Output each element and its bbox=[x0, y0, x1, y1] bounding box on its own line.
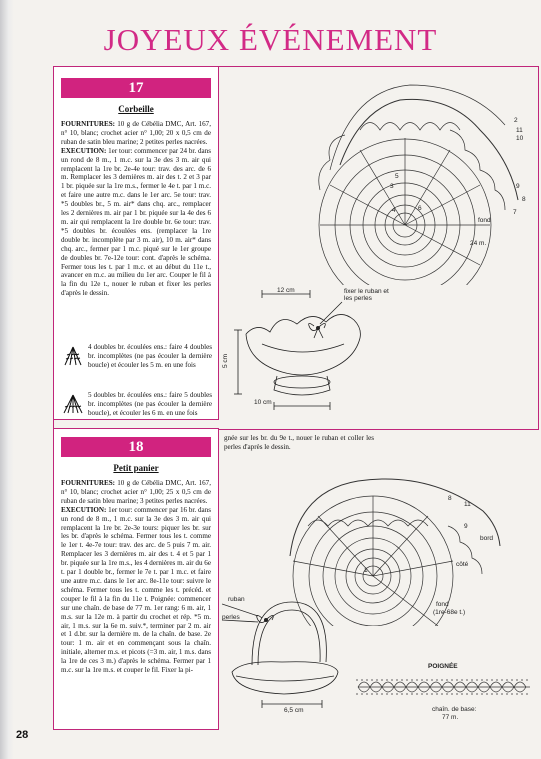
diag17-label-11: 11 bbox=[516, 127, 523, 134]
handle-chain-count: 77 m. bbox=[442, 714, 459, 721]
model-18-handle-diagram bbox=[354, 672, 534, 702]
diag18-label-9: 9 bbox=[464, 523, 468, 530]
drawing17-note: fixer le ruban et les perles bbox=[344, 288, 389, 302]
model-18-basket-drawing bbox=[222, 590, 342, 715]
handle-chain-base: chaîn. de base: bbox=[432, 706, 477, 713]
model-18-fournitures-label: FOURNITURES: bbox=[61, 479, 115, 487]
model-17-fournitures-label: FOURNITURES: bbox=[61, 120, 115, 128]
diag18-label-11: 11 bbox=[464, 501, 471, 508]
diag18-label-fond-sub: (1re-68e t.) bbox=[433, 609, 466, 616]
diag17-label-24m: 24 m. bbox=[470, 240, 487, 247]
diag17-label-2: 2 bbox=[514, 117, 518, 124]
model-17-panel bbox=[61, 78, 211, 298]
model-17-name: Corbeille bbox=[118, 104, 154, 114]
model-18-panel bbox=[61, 437, 211, 675]
model-18-name: Petit panier bbox=[113, 463, 159, 473]
symbol-5-doubles-icon bbox=[62, 393, 84, 415]
handle-title: POIGNÉE bbox=[428, 663, 458, 670]
model-17-execution: 1er tour: commencer par 24 br. dans un rond de 8 m., 1 m.c. sur la 3e des 3 m. air qui remplacent la 1re br. 2e-4e tour: trav. des arc. de 6 m. Remplacer les 3 dernières m. air des t. 2 et 3 par 1 br. piquée sur la 1re m.s., fermer le 4e t. par 1 m.c. et faire une autre m.c. dans le 1er arc. 5e tour: trav. *5 doubles br., 5 m. air* dans chq. arc., remplacer les 2 dernières m. air par 1 br. piquée sur la 4e des 6 m. air qui remplacent la 1re double br. 6e tour: trav. *5 doubles br. écoulées ens. (remplacer la 1re double br. incomplète par 3 m. air), 10 m. air* dans chq. arc., fermer par 1 m.c. piqué sur le 1er groupe de doubles br. 7e-12e tour: cont. d'après le schéma. Fermer tous les t. par 1 m.c. et au début du 11e t., avancer en m.c. au milieu du 1er arc. Couper le fil à la fin du 12e t., nouer le ruban et fixer les perles d'après le dessin. bbox=[61, 146, 211, 298]
drawing18-width: 6,5 cm bbox=[284, 707, 304, 714]
drawing18-ruban: ruban bbox=[228, 596, 245, 603]
diag17-label-10: 10 bbox=[516, 135, 524, 142]
model-18-number: 18 bbox=[61, 437, 211, 457]
model-17-instructions bbox=[61, 120, 211, 298]
drawing18-perles: perles bbox=[222, 614, 240, 621]
drawing17-width: 12 cm bbox=[277, 287, 295, 294]
diag17-label-5: 5 bbox=[395, 173, 399, 180]
model-18-execution: 1er tour: commencer par 16 br. dans un rond de 8 m., 1 m.c. sur la 3e des 3 m. air qui remplacent la 1re br. 2e-3e tours: piquer les br. sur les br. d'après le schéma. Fermer tous les t. comme le 1er t. 4e-7e tour: trav. des arc. de 5 puis 7 m. air. Remplacer les 3 dernières m. air des t. 4 et 5 par 1 br. piquée sur la 1re m.s., les 4 dernières m. air du 6e t. par 1 double br., fermer le 7e t. par 1 m.c. et faire une autre m.c. dans le 1er arc. 8e-11e tour: suivre le schéma. Fermer tous les t. comme les t. précéd. et couper le fil à la fin du 11e t. Poignée: commencer sur une chaîn. de base de 77 m. 1er rang: 6 m. air, 1 m.s. sur la 12e m. à partir du crochet et rép. *5 m. air, 1 m.s. sur la 6e m. suiv.*, terminer par 2 m. air et 1 d.br. sur la dernière m. de la chaîn. de base. 2e tour: 1 m. air et en commençant sous la chaîn. initiale, alterner m.s. et picots (=3 m. air, 1 m.s. dans la 1re de ces 3 m.) d'après le schéma. Fermer par 1 m.c. sur la 1re m.s. et couper le fil. Fixer la pi- bbox=[61, 505, 211, 675]
model-18-continuation: gnée sur les br. du 9e t., nouer le ruban et coller les perles d'après le dessin. bbox=[224, 434, 374, 451]
diag18-label-1: 1 bbox=[364, 567, 368, 574]
page-spine bbox=[0, 0, 14, 759]
model-17-symbol2-text: 5 doubles br. écoulées ens.: faire 5 doubles br. incomplètes (ne pas écouler la dernière boucle), et écouler les 6 m. en une fois bbox=[88, 391, 212, 417]
diag18-label-8: 8 bbox=[448, 495, 452, 502]
diag18-label-bord: bord bbox=[480, 535, 494, 542]
diag17-label-8: 8 bbox=[522, 196, 526, 203]
model-17-number: 17 bbox=[61, 78, 211, 98]
diag18-label-fond: fond bbox=[436, 601, 449, 608]
diag17-label-9: 9 bbox=[516, 183, 520, 190]
diag17-label-fond: fond bbox=[478, 217, 491, 224]
diag17-label-6: 6 bbox=[418, 205, 422, 212]
symbol-4-doubles-icon bbox=[62, 345, 84, 367]
model-17-symbol1-text: 4 doubles br. écoulées ens.: faire 4 doubles br. incomplètes (ne pas écouler la dernière boucle) et écouler les 5 m. en une fois bbox=[88, 343, 212, 369]
diag17-label-3: 3 bbox=[390, 183, 394, 190]
drawing17-base: 10 cm bbox=[254, 399, 272, 406]
model-17-fournitures: 10 g de Cébélia DMC, Art. 167, n° 10, blanc; crochet acier n° 1,00; 20 x 0,5 cm de ruban de satin bleu marine; 2 petites perles nacrées. bbox=[61, 120, 211, 146]
model-18-execution-label: EXECUTION: bbox=[61, 505, 107, 514]
drawing17-height: 5 cm bbox=[222, 353, 229, 368]
diag17-label-4: 4 bbox=[392, 207, 396, 214]
model-18-instructions bbox=[61, 479, 211, 675]
model-17-crochet-diagram bbox=[300, 70, 536, 285]
model-17-execution-label: EXECUTION: bbox=[61, 146, 107, 155]
model-18-fournitures: 10 g de Cébélia DMC, Art. 167, n° 10, blanc; crochet acier n° 1,00; 25 x 0,5 cm de ruban de satin bleu marine; 3 petites perles nacrées. bbox=[61, 479, 211, 505]
diag17-label-7: 7 bbox=[513, 209, 517, 216]
diag18-label-cote: côté bbox=[456, 561, 469, 568]
page-title: JOYEUX ÉVÉNEMENT bbox=[103, 22, 438, 57]
page-number: 28 bbox=[16, 729, 29, 741]
